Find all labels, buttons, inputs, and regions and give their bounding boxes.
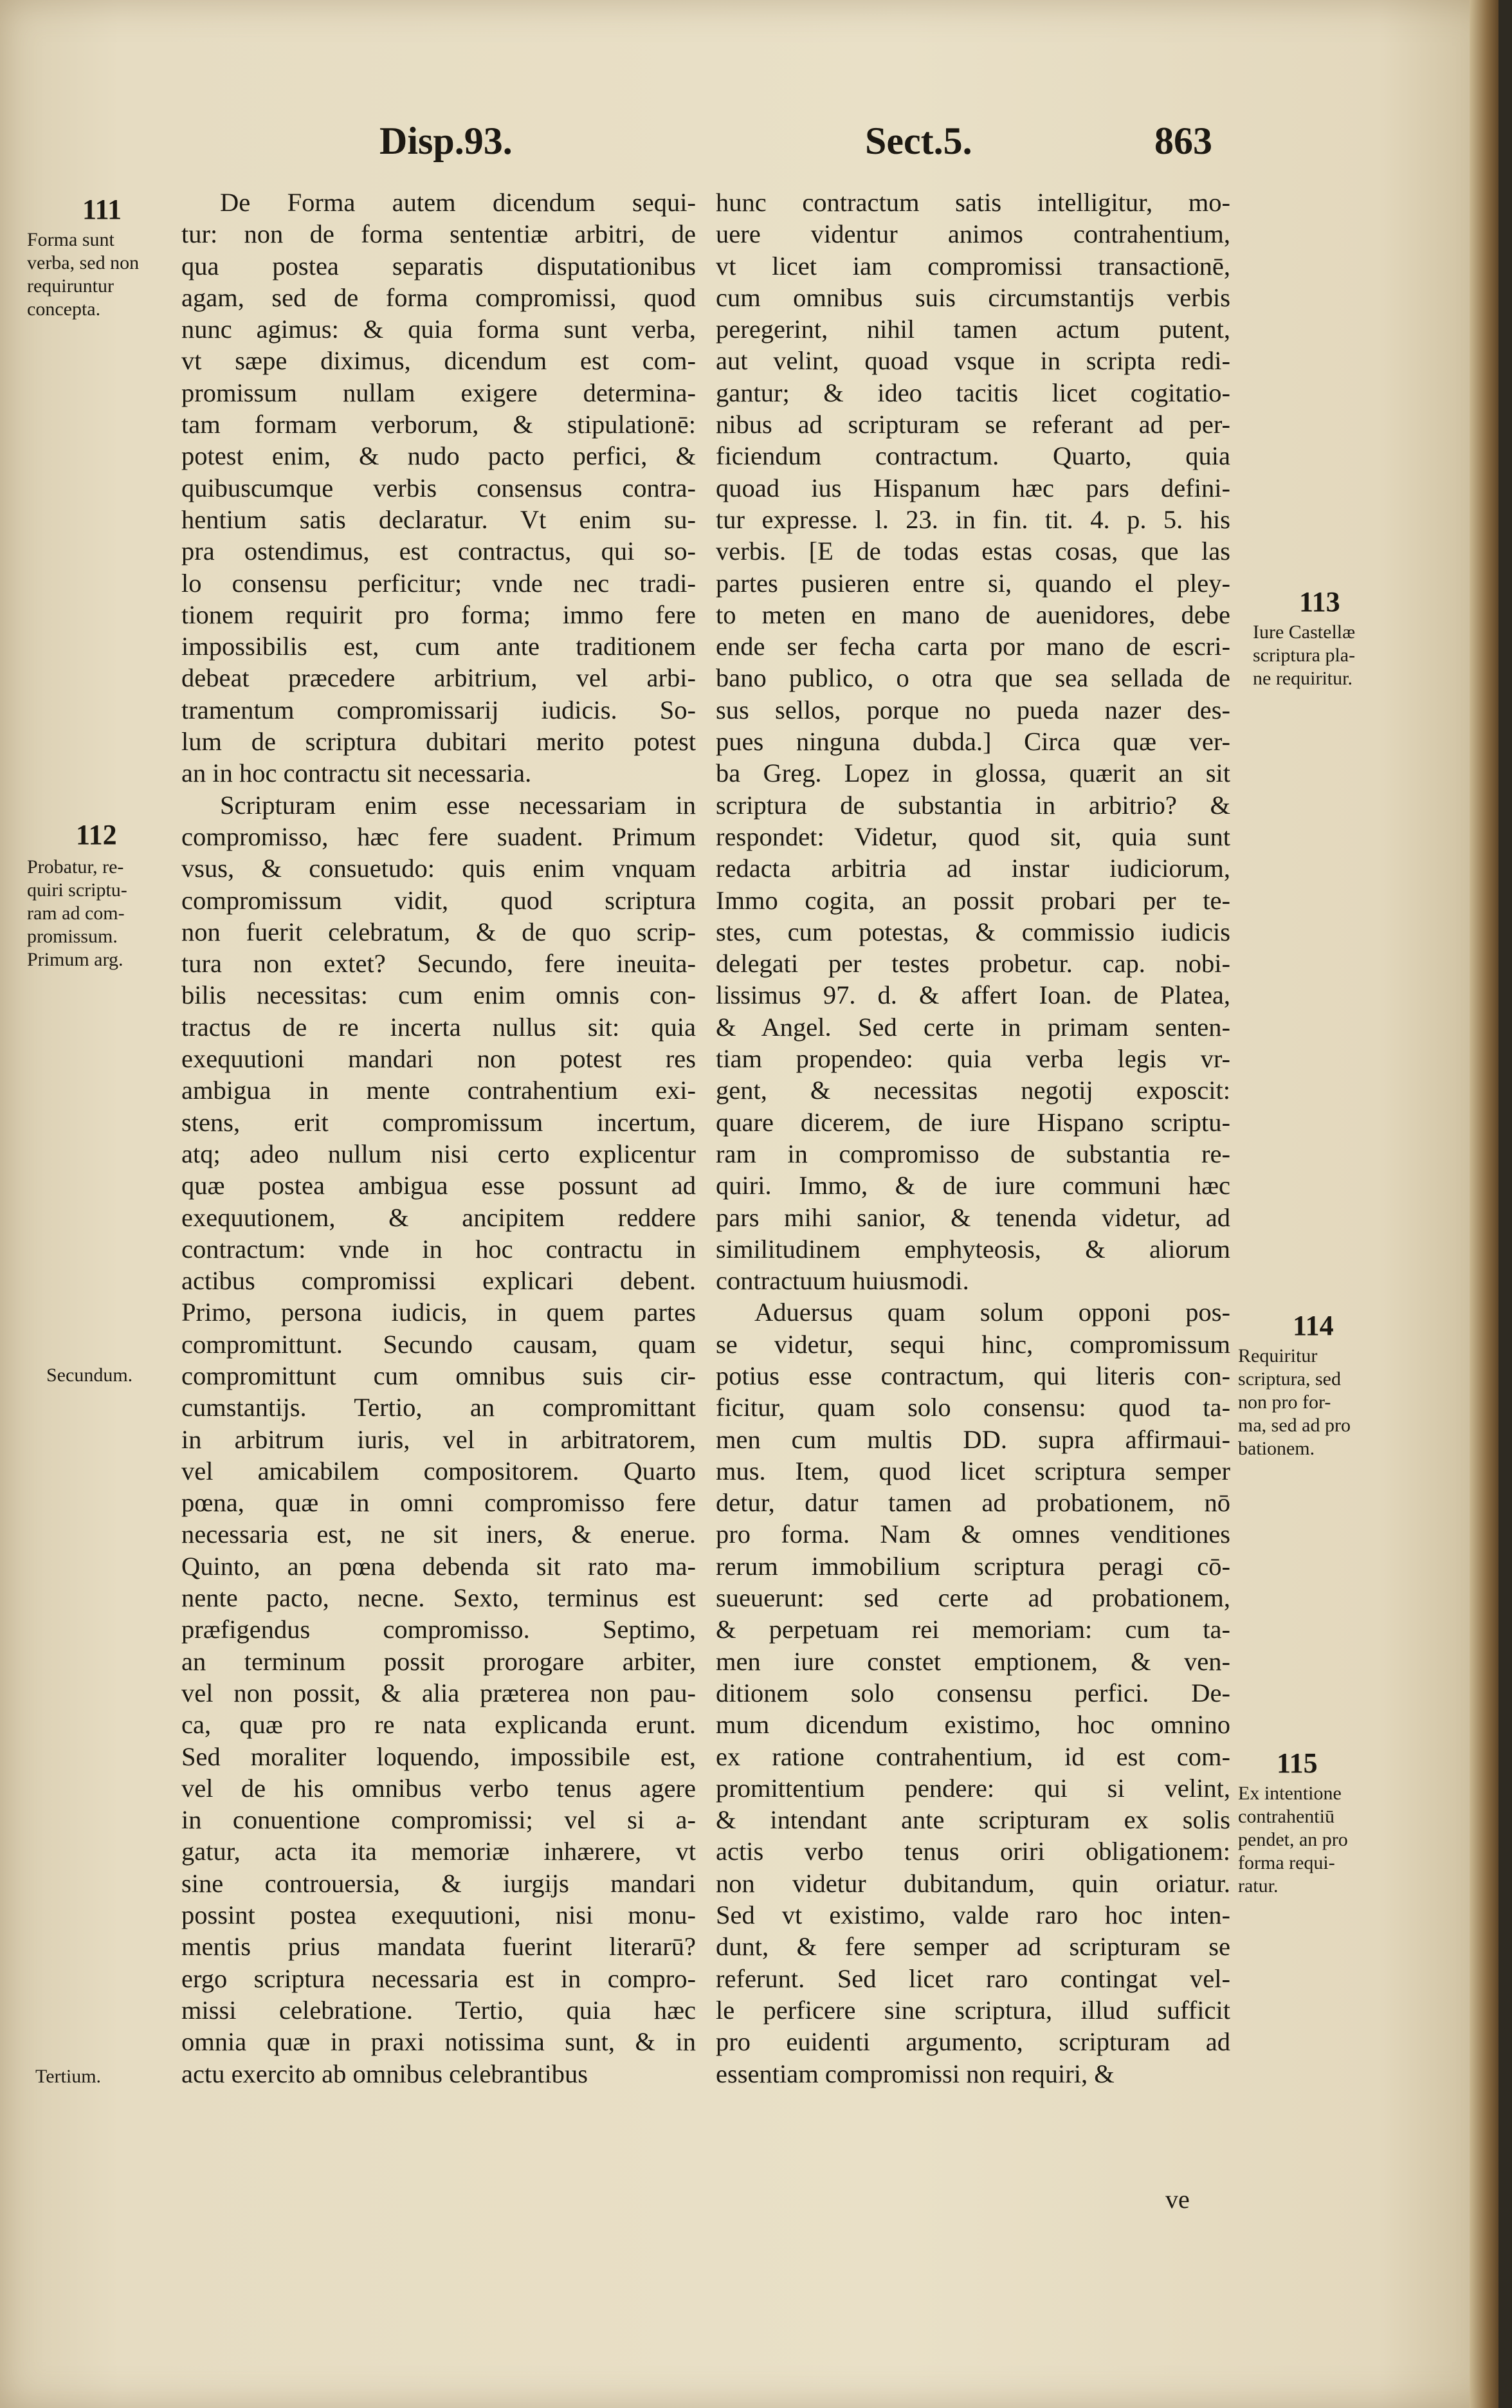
text-line: nunc agimus: & quia forma sunt verba, xyxy=(181,315,696,344)
text-line: qua postea separatis disputationibus xyxy=(181,251,696,280)
text-line: debeat præcedere arbitrium, vel arbi- xyxy=(181,663,696,693)
text-line: mus. Item, quod licet scriptura semper xyxy=(716,1456,1230,1485)
text-line: ergo scriptura necessaria est in compro- xyxy=(181,1963,696,1993)
text-line: gatur, acta ita memoriæ inhærere, vt xyxy=(181,1837,696,1866)
text-line: exequutioni mandari non potest res xyxy=(181,1044,696,1074)
text-line: essentiam compromissi non requiri, & xyxy=(716,2059,1115,2088)
text-line: gantur; & ideo tacitis licet cogitatio- xyxy=(716,378,1230,407)
text-line: vt sæpe diximus, dicendum est com- xyxy=(181,346,696,376)
margin-note-114: Requiritur scriptura, sed non pro for- ma, sed ad pro bationem. xyxy=(1238,1345,1351,1459)
text-line: Immo cogita, an possit probari per te- xyxy=(716,885,1230,915)
text-line: quibuscumque verbis consensus contra- xyxy=(181,473,696,502)
text-line: quoad ius Hispanum hæc pars defini- xyxy=(716,473,1230,502)
text-line: aut velint, quoad vsque in scripta redi- xyxy=(716,346,1230,376)
text-line: missi celebratione. Tertio, quia hæc xyxy=(181,1995,696,2025)
margin-note-113: Iure Castellæ scriptura pla- ne requiritur. xyxy=(1253,621,1356,689)
text-line: & intendant ante scripturam ex solis xyxy=(716,1805,1230,1835)
text-line: compromittunt. Secundo causam, quam xyxy=(181,1329,696,1359)
text-line: to meten en mano de auenidores, debe xyxy=(716,600,1230,629)
text-line: non fuerit celebratum, & de quo scrip- xyxy=(181,917,696,946)
text-line: partes pusieren entre si, quando el pley- xyxy=(716,568,1230,598)
text-line: vel non possit, & alia præterea non pau- xyxy=(181,1678,696,1707)
text-line: nibus ad scripturam se referant ad per- xyxy=(716,410,1230,439)
text-line: possint postea exequutioni, nisi monu- xyxy=(181,1900,696,1930)
text-line: delegati per testes probetur. cap. nobi- xyxy=(716,949,1230,979)
text-line: ba Greg. Lopez in glossa, quærit an sit xyxy=(716,758,1230,788)
text-line: tractus de re incerta nullus sit: quia xyxy=(181,1012,696,1042)
text-line: non videtur dubitandum, quin oriatur. xyxy=(716,1868,1230,1898)
section-number-112: 112 xyxy=(76,819,117,850)
text-line: compromisso, hæc fere suadent. Primum xyxy=(181,822,696,851)
text-line: ambigua in mente contrahentium exi- xyxy=(181,1076,696,1105)
text-line: similitudinem emphyteosis, & aliorum xyxy=(716,1234,1230,1264)
text-line: agam, sed de forma compromissi, quod xyxy=(181,282,696,312)
margin-note-111: Forma sunt verba, sed non requiruntur concepta. xyxy=(27,229,140,320)
text-line: tiam propendeo: quia verba legis vr- xyxy=(716,1044,1230,1074)
text-line: Sed vt existimo, valde raro hoc inten- xyxy=(716,1900,1230,1930)
text-line: hentium satis declaratur. Vt enim su- xyxy=(181,504,696,534)
text-line: hunc contractum satis intelligitur, mo- xyxy=(716,188,1230,217)
text-line: tam formam verborum, & stipulationē: xyxy=(181,410,696,439)
text-line: in arbitrum iuris, vel in arbitratorem, xyxy=(181,1424,696,1454)
text-line: Quinto, an pœna debenda sit rato ma- xyxy=(181,1551,696,1581)
text-line: quiri. Immo, & de iure communi hæc xyxy=(716,1171,1230,1200)
text-line: præfigendus compromisso. Septimo, xyxy=(181,1615,696,1644)
text-line: Sed moraliter loquendo, impossibile est, xyxy=(181,1742,696,1771)
text-line: promittentium pendere: qui si velint, xyxy=(716,1773,1230,1803)
text-line: vt licet iam compromissi transactionē, xyxy=(716,251,1230,280)
text-line: ex ratione contrahentium, id est com- xyxy=(716,1742,1230,1771)
margin-note-secundum: Secundum. xyxy=(46,1365,133,1386)
text-line: sueuerunt: sed certe ad probationem, xyxy=(716,1583,1230,1613)
text-line: sus sellos, porque no pueda nazer des- xyxy=(716,695,1230,724)
text-line: gent, & necessitas negotij exposcit: xyxy=(716,1076,1230,1105)
text-line: & Angel. Sed certe in primam senten- xyxy=(716,1012,1230,1042)
text-line: pars mihi sanior, & tenenda videtur, ad xyxy=(716,1202,1230,1232)
text-line: se videtur, sequi hinc, compromissum xyxy=(716,1329,1230,1359)
text-line: Scripturam enim esse necessariam in xyxy=(220,790,696,820)
text-line: vsus, & consuetudo: quis enim vnquam xyxy=(181,854,696,883)
text-line: ditionem solo consensu perfici. De- xyxy=(716,1678,1230,1707)
text-line: referunt. Sed licet raro contingat vel- xyxy=(716,1963,1230,1993)
text-line: uere videntur animos contrahentium, xyxy=(716,219,1230,249)
text-line: ende ser fecha carta por mano de escri- xyxy=(716,632,1230,661)
text-line: scriptura de substantia in arbitrio? & xyxy=(716,790,1230,820)
margin-note-115: Ex intentione contrahentiū pendet, an pro forma requi- ratur. xyxy=(1238,1783,1348,1897)
text-line: peregerint, nihil tamen actum putent, xyxy=(716,315,1230,344)
text-line: exequutionem, & ancipitem reddere xyxy=(181,1202,696,1232)
text-line: pro euidenti argumento, scripturam ad xyxy=(716,2027,1230,2057)
text-line: tur: non de forma sententiæ arbitri, de xyxy=(181,219,696,249)
section-number-115: 115 xyxy=(1277,1747,1318,1779)
text-line: contractuum huiusmodi. xyxy=(716,1266,969,1296)
text-line: & perpetuam rei memoriam: cum ta- xyxy=(716,1615,1230,1644)
text-line: bilis necessitas: cum enim omnis con- xyxy=(181,980,696,1010)
text-line: cum omnibus suis circumstantijs verbis xyxy=(716,282,1230,312)
text-line: men iure constet emptionem, & ven- xyxy=(716,1646,1230,1676)
text-line: respondet: Videtur, quod sit, quia sunt xyxy=(716,822,1230,851)
text-line: necessaria est, ne sit iners, & eneruе. xyxy=(181,1520,696,1549)
text-line: detur, datur tamen ad probationem, nō xyxy=(716,1488,1230,1518)
page-number: 863 xyxy=(1154,120,1212,162)
running-head-disputation: Disp.93. xyxy=(379,120,513,162)
text-line: actis verbo tenus oriri obligationem: xyxy=(716,1837,1230,1866)
text-line: Aduersus quam solum opponi pos- xyxy=(754,1298,1230,1327)
text-line: actu exercito ab omnibus celebrantibus xyxy=(181,2059,588,2088)
text-line: quæ postea ambigua esse possunt ad xyxy=(181,1171,696,1200)
text-line: nente pacto, necne. Sexto, terminus est xyxy=(181,1583,696,1613)
text-line: stens, erit compromissum incertum, xyxy=(181,1107,696,1137)
text-line: quare dicerem, de iure Hispano scriptu- xyxy=(716,1107,1230,1137)
margin-note-112: Probatur, re- quiri scriptu- ram ad com- promissum. Primum arg. xyxy=(27,856,127,970)
text-line: tionem requirit pro forma; immo fere xyxy=(181,600,696,629)
text-line: an terminum possit prorogare arbiter, xyxy=(181,1646,696,1676)
left-text-column xyxy=(181,187,696,2090)
text-line: ca, quæ pro re nata explicanda erunt. xyxy=(181,1710,696,1740)
margin-note-tertium: Tertium. xyxy=(35,2066,102,2087)
text-line: actibus compromissi explicari debent. xyxy=(181,1266,696,1296)
text-line: ficitur, quam solo consensu: quod ta- xyxy=(716,1393,1230,1422)
page-edge xyxy=(1470,0,1498,2408)
text-line: lum de scriptura dubitari merito potest xyxy=(181,727,696,757)
text-line: redacta arbitria ad instar iudiciorum, xyxy=(716,854,1230,883)
text-line: dunt, & fere semper ad scripturam se xyxy=(716,1932,1230,1962)
text-line: stes, cum potestas, & commissio iudicis xyxy=(716,917,1230,946)
text-line: tura non extet? Secundo, fere ineuita- xyxy=(181,949,696,979)
text-line: omnia quæ in praxi notissima sunt, & in xyxy=(181,2027,696,2057)
text-line: cumstantijs. Tertio, an compromittant xyxy=(181,1393,696,1422)
text-line: ficiendum contractum. Quarto, quia xyxy=(716,441,1230,471)
text-line: bano publico, o otra que sea sellada de xyxy=(716,663,1230,693)
text-line: contractum: vnde in hoc contractu in xyxy=(181,1234,696,1264)
section-number-114: 114 xyxy=(1293,1310,1334,1341)
text-line: vel de his omnibus verbo tenus agere xyxy=(181,1773,696,1803)
text-line: tur expresse. l. 23. in fin. tit. 4. p. 5. his xyxy=(716,504,1230,534)
text-line: compromittunt cum omnibus suis cir- xyxy=(181,1361,696,1390)
text-line: potest enim, & nudo pacto perfici, & xyxy=(181,441,696,471)
text-line: compromissum vidit, quod scriptura xyxy=(181,885,696,915)
text-line: vel amicabilem compositorem. Quarto xyxy=(181,1456,696,1485)
text-line: pœna, quæ in omni compromisso fere xyxy=(181,1488,696,1518)
section-number-111: 111 xyxy=(82,194,122,225)
section-number-113: 113 xyxy=(1299,586,1340,618)
right-text-column xyxy=(716,187,1230,2090)
text-line: De Forma autem dicendum sequi- xyxy=(220,188,696,217)
text-line: lissimus 97. d. & affert Ioan. de Platea, xyxy=(716,980,1230,1010)
catchword: ve xyxy=(1165,2185,1190,2214)
text-line: men cum multis DD. supra affirmaui- xyxy=(716,1424,1230,1454)
text-line: sine controuersia, & iurgijs mandari xyxy=(181,1868,696,1898)
text-line: pro forma. Nam & omnes venditiones xyxy=(716,1520,1230,1549)
text-line: atq; adeo nullum nisi certo explicentur xyxy=(181,1139,696,1168)
text-line: Primo, persona iudicis, in quem partes xyxy=(181,1298,696,1327)
text-line: in conuentione compromissi; vel si a- xyxy=(181,1805,696,1835)
text-line: mentis prius mandata fuerint literarū? xyxy=(181,1932,696,1962)
text-line: rerum immobilium scriptura peragi cō- xyxy=(716,1551,1230,1581)
text-line: pues ninguna dubda.] Circa quæ ver- xyxy=(716,727,1230,757)
text-line: lo consensu perficitur; vnde nec tradi- xyxy=(181,568,696,598)
text-line: impossibilis est, cum ante traditionem xyxy=(181,632,696,661)
text-line: mum dicendum existimo, hoc omnino xyxy=(716,1710,1230,1740)
text-line: promissum nullam exigere determina- xyxy=(181,378,696,407)
text-line: tramentum compromissarij iudicis. So- xyxy=(181,695,696,724)
text-line: potius esse contractum, qui literis con- xyxy=(716,1361,1230,1390)
text-line: ram in compromisso de substantia re- xyxy=(716,1139,1230,1168)
text-line: pra ostendimus, est contractus, qui so- xyxy=(181,537,696,566)
text-line: le perficere sine scriptura, illud sufficit xyxy=(716,1995,1230,2025)
running-head-section: Sect.5. xyxy=(865,120,972,162)
text-line: verbis. [E de todas estas cosas, que las xyxy=(716,537,1230,566)
text-line: an in hoc contractu sit necessaria. xyxy=(181,758,532,788)
